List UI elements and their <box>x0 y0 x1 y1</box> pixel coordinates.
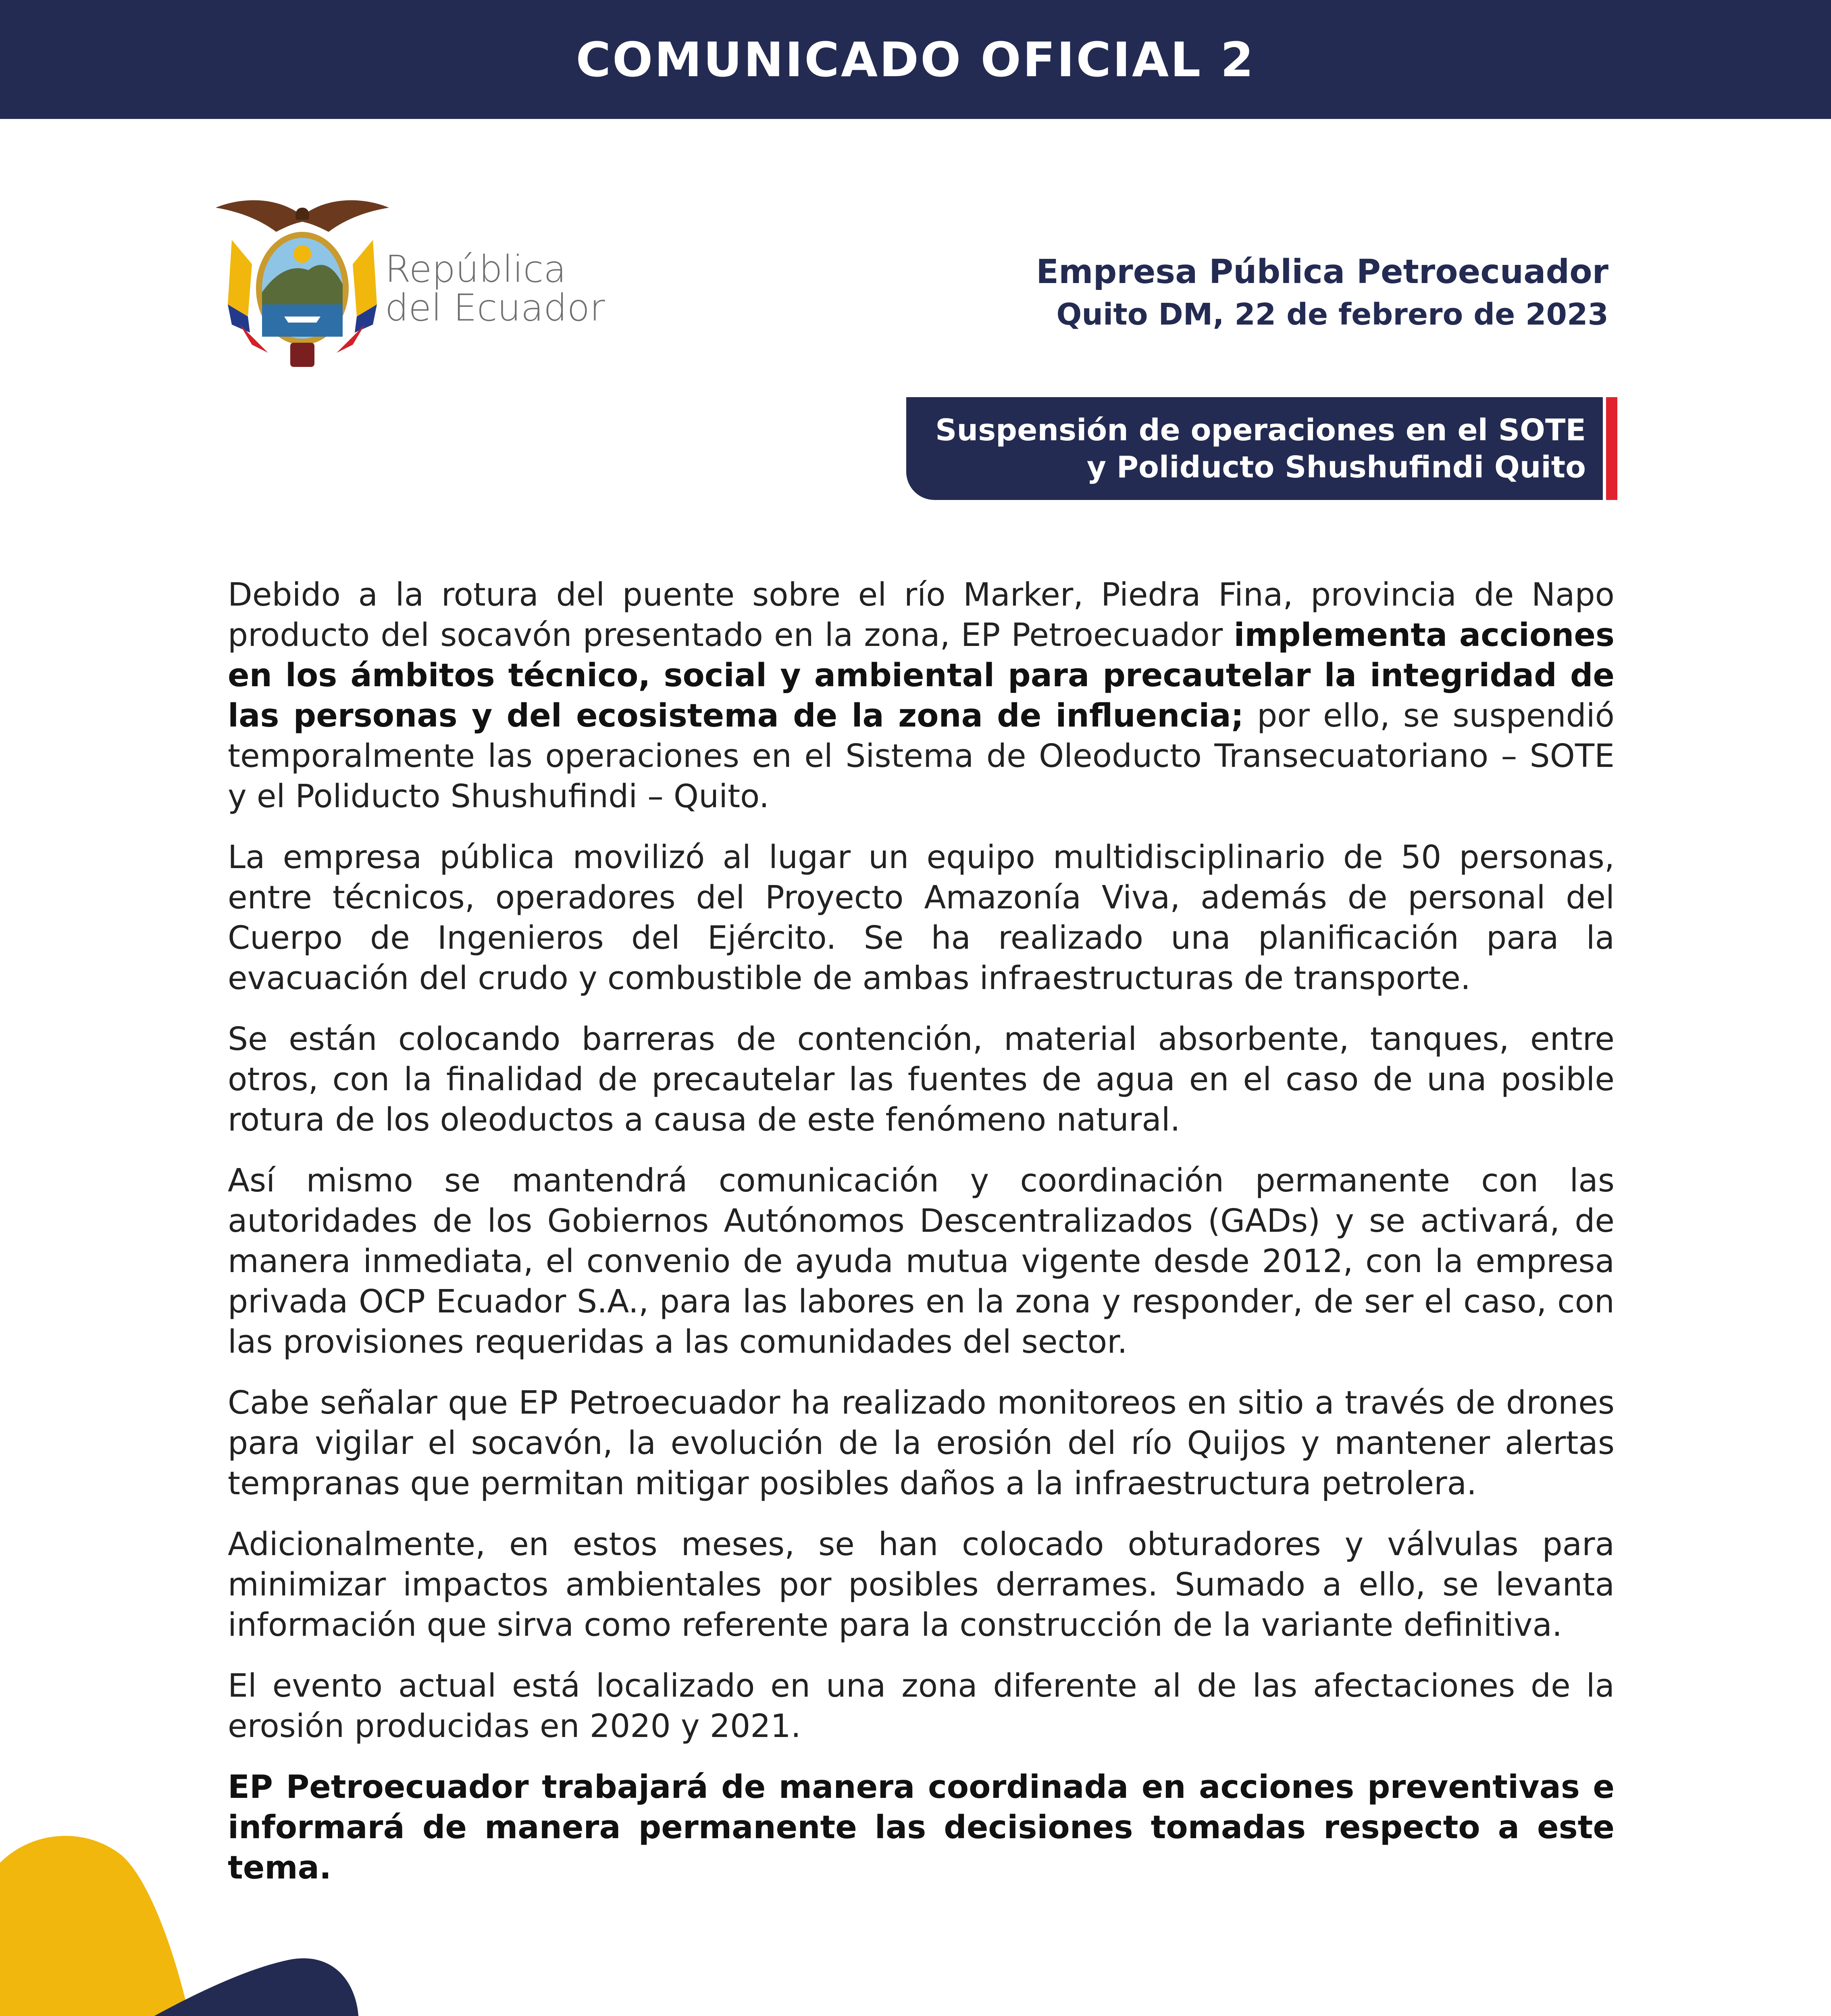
paragraph-5: Cabe señalar que EP Petroecuador ha realizado monitoreos en sitio a través de drones para vigilar el socavón, la evolución de la erosión del río Quijos y mantener alertas tempranas que permitan mitigar posibles daños a la infraestructura petrolera. <box>228 1384 1615 1502</box>
paragraph-7: El evento actual está localizado en una zona diferente al de las afectaciones de la erosión producidas en 2020 y 2021. <box>228 1667 1615 1745</box>
paragraph-3: Se están colocando barreras de contención, material absorbente, tanques, entre otros, con la finalidad de precautelar las fuentes de agua en el caso de una posible rotura de los oleoductos a causa de este fenómeno natural. <box>228 1020 1615 1138</box>
subject-accent-bar <box>1606 397 1617 500</box>
paragraph-2: La empresa pública movilizó al lugar un equipo multidisciplinario de 50 personas, entre técnicos, operadores del Proyecto Amazonía Viva, además de personal del Cuerpo de Ingenieros del Ejército. Se ha realizado una planificación para la evacuación del crudo y combustible de ambas infraestructuras de transporte. <box>228 839 1615 997</box>
header-banner <box>0 0 1831 119</box>
paragraph-1: Debido a la rotura del puente sobre el río Marker, Piedra Fina, provincia de Napo producto del socavón presentado en la zona, EP Petroecuador implementa acciones en los ámbitos técnico, social y ambiental para precautelar la integridad de las personas y del ecosistema de la zona de influencia; por ello, se suspendió temporalmente las operaciones en el Sistema de Oleoducto Transecuatoriano – SOTE y el Poliducto Shushufindi – Quito. <box>228 576 1615 815</box>
coat-of-arms-icon <box>216 183 389 377</box>
subject-banner <box>906 397 1603 500</box>
page-title: COMUNICADO OFICIAL 2 <box>576 31 1255 87</box>
issuer-block <box>1036 250 1608 335</box>
republica-line2: del Ecuador <box>385 286 605 329</box>
republica-label <box>385 250 667 327</box>
issuer-name: Empresa Pública Petroecuador <box>1036 253 1608 291</box>
issue-date: Quito DM, 22 de febrero de 2023 <box>1056 297 1608 332</box>
paragraph-8: EP Petroecuador trabajará de manera coordinada en acciones preventivas e informará de manera permanente las decisiones tomadas respecto a este tema. <box>228 1768 1615 1886</box>
paragraph-4: Así mismo se mantendrá comunicación y coordinación permanente con las autoridades de los Gobiernos Autónomos Descentralizados (GADs) y se activará, de manera inmediata, el convenio de ayuda mutua vigente desde 2012, con la empresa privada OCP Ecuador S.A., para las labores en la zona y responder, de ser el caso, con las provisiones requeridas a las comunidades del sector. <box>228 1162 1615 1360</box>
subject-line2: y Poliducto Shushufindi Quito <box>1086 450 1586 485</box>
decorative-shapes <box>0 1831 564 2016</box>
yellow-shape <box>0 1836 210 2016</box>
communique-body <box>228 575 1615 1908</box>
subject-line1: Suspensión de operaciones en el SOTE <box>935 412 1586 448</box>
republica-line1: República <box>385 248 566 291</box>
paragraph-6: Adicionalmente, en estos meses, se han colocado obturadores y válvulas para minimizar impactos ambientales por posibles derrames. Sumado a ello, se levanta información que sirva como referente para la construcción de la variante definitiva. <box>228 1526 1615 1643</box>
